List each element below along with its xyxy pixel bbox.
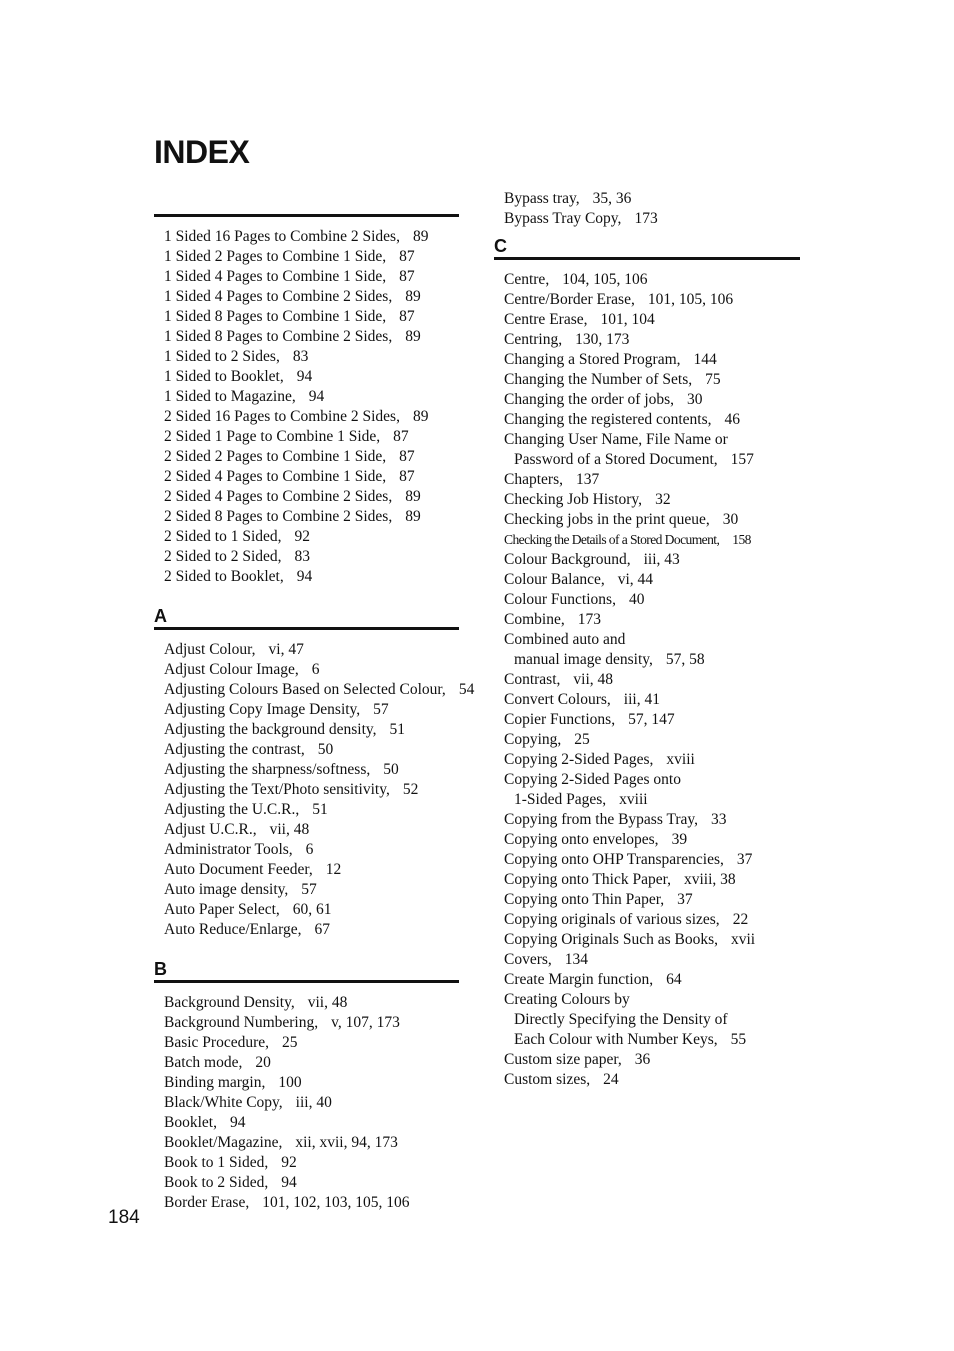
index-entry <box>164 407 459 427</box>
index-entry <box>504 1010 800 1030</box>
index-entry <box>504 910 800 930</box>
index-page-refs: 25 <box>282 1034 298 1051</box>
index-term: Centre, <box>504 271 550 288</box>
index-entry <box>164 1033 459 1053</box>
index-page-refs: 51 <box>312 801 328 818</box>
index-entry <box>504 670 800 690</box>
index-term: Contrast, <box>504 671 561 688</box>
index-entry <box>504 1030 800 1050</box>
index-term: Password of a Stored Document, <box>514 451 718 468</box>
index-term: Copying Originals Such as Books, <box>504 931 718 948</box>
index-term: 2 Sided to 1 Sided, <box>164 528 282 545</box>
index-page-refs: 50 <box>383 761 399 778</box>
index-page-refs: 60, 61 <box>292 901 332 918</box>
index-column-left <box>154 214 475 1213</box>
index-page-refs: 137 <box>575 471 600 488</box>
index-column-right <box>494 189 800 1090</box>
index-entry <box>164 347 459 367</box>
index-entry <box>164 720 459 740</box>
index-page-refs: 35, 36 <box>592 190 632 207</box>
index-term: Copying onto Thin Paper, <box>504 891 665 908</box>
index-term: Background Numbering, <box>164 1014 319 1031</box>
index-term: 2 Sided to 2 Sided, <box>164 548 282 565</box>
index-entry <box>164 1153 459 1173</box>
index-entry <box>164 1173 459 1193</box>
index-term: Border Erase, <box>164 1194 250 1211</box>
index-entry <box>504 330 800 350</box>
index-term: Adjust Colour Image, <box>164 661 299 678</box>
index-entry <box>504 770 800 790</box>
index-page-refs: 89 <box>405 328 421 345</box>
index-entry <box>504 730 800 750</box>
index-term: Combined auto and <box>504 631 626 648</box>
index-entry <box>164 1073 459 1093</box>
index-entry <box>164 1113 459 1133</box>
index-entry <box>164 740 459 760</box>
index-page-refs: 130, 173 <box>575 331 630 348</box>
index-page-refs: 87 <box>399 268 415 285</box>
index-term: Copying 2-Sided Pages, <box>504 751 654 768</box>
index-entry <box>164 467 459 487</box>
index-page-refs: 173 <box>577 611 601 628</box>
index-page-refs: v, 107, 173 <box>331 1014 400 1031</box>
index-page-refs: iii, 40 <box>295 1094 332 1111</box>
index-entry <box>504 870 800 890</box>
index-page-refs: 87 <box>399 448 415 465</box>
index-page-refs: 33 <box>711 811 727 828</box>
index-entry <box>504 690 800 710</box>
index-term: 1 Sided to Magazine, <box>164 388 296 405</box>
index-term: Basic Procedure, <box>164 1034 270 1051</box>
index-term: Adjust U.C.R., <box>164 821 257 838</box>
index-page-refs: 57 <box>301 881 317 898</box>
index-term: Centre Erase, <box>504 311 588 328</box>
index-entry <box>504 890 800 910</box>
index-term: 1-Sided Pages, <box>514 791 607 808</box>
index-term: Centring, <box>504 331 563 348</box>
index-page-refs: 94 <box>308 388 325 405</box>
index-page-refs: 89 <box>405 288 421 305</box>
index-page-refs: 101, 102, 103, 105, 106 <box>262 1194 410 1211</box>
index-term: Create Margin function, <box>504 971 654 988</box>
index-entry <box>164 327 459 347</box>
index-term: 2 Sided 4 Pages to Combine 2 Sides, <box>164 488 393 505</box>
index-entry <box>164 800 459 820</box>
index-entry <box>164 287 459 307</box>
index-entry <box>504 630 800 650</box>
index-page-refs: 144 <box>693 351 717 368</box>
index-page-refs: 25 <box>574 731 590 748</box>
index-page-refs: 57, 147 <box>628 711 675 728</box>
index-page-refs: 87 <box>399 468 415 485</box>
index-term: Auto Reduce/Enlarge, <box>164 921 302 938</box>
index-entry <box>164 307 459 327</box>
index-term: Binding margin, <box>164 1074 266 1091</box>
index-term: 2 Sided 1 Page to Combine 1 Side, <box>164 428 381 445</box>
index-term: 1 Sided 8 Pages to Combine 1 Side, <box>164 308 387 325</box>
index-page-refs: 51 <box>389 721 406 738</box>
index-page-refs: 75 <box>705 371 721 388</box>
index-entry <box>164 1093 459 1113</box>
index-page-refs: 6 <box>311 661 320 678</box>
index-entry <box>504 490 800 510</box>
index-page-refs: 20 <box>255 1054 271 1071</box>
index-term: Custom sizes, <box>504 1071 591 1088</box>
index-entry <box>164 427 459 447</box>
index-entry <box>504 410 800 430</box>
index-term: Adjusting the U.C.R., <box>164 801 300 818</box>
page-number: 184 <box>108 1207 140 1228</box>
index-term: Each Colour with Number Keys, <box>514 1031 718 1048</box>
index-entry <box>164 447 459 467</box>
index-term: Bypass Tray Copy, <box>504 210 622 227</box>
index-page-refs: 52 <box>402 781 419 798</box>
numeric-entries <box>154 217 459 587</box>
index-page-refs: vii, 48 <box>573 671 614 688</box>
index-term: Changing a Stored Program, <box>504 351 681 368</box>
index-term: Adjusting the background density, <box>164 721 377 738</box>
index-entry <box>164 227 459 247</box>
index-term: Booklet/Magazine, <box>164 1134 283 1151</box>
index-term: 2 Sided 16 Pages to Combine 2 Sides, <box>164 408 400 425</box>
index-entry <box>504 650 800 670</box>
index-entry <box>504 510 800 530</box>
index-page-refs: 40 <box>628 591 645 608</box>
index-page-refs: 94 <box>281 1174 297 1191</box>
index-entry <box>504 450 800 470</box>
index-entry <box>164 1013 459 1033</box>
index-term: Administrator Tools, <box>164 841 293 858</box>
index-page-refs: 100 <box>278 1074 302 1091</box>
index-term: 1 Sided 2 Pages to Combine 1 Side, <box>164 248 387 265</box>
index-entry <box>164 1133 459 1153</box>
index-page-refs: 94 <box>229 1114 246 1131</box>
index-page-refs: 6 <box>305 841 314 858</box>
index-page-refs: 12 <box>325 861 342 878</box>
index-term: Checking Job History, <box>504 491 643 508</box>
index-term: Changing the registered contents, <box>504 411 712 428</box>
index-term: Copying originals of various sizes, <box>504 911 720 928</box>
index-page-refs: vi, 44 <box>617 571 654 588</box>
page-title: INDEX <box>154 134 250 170</box>
index-page-refs: vi, 47 <box>268 641 304 658</box>
index-term: Adjust Colour, <box>164 641 256 658</box>
index-entry <box>504 270 800 290</box>
index-term: Checking jobs in the print queue, <box>504 511 710 528</box>
index-entry <box>164 507 459 527</box>
index-page-refs: 158 <box>732 532 751 547</box>
index-entry <box>164 1053 459 1073</box>
index-entry <box>504 990 800 1010</box>
index-term: Adjusting the contrast, <box>164 741 305 758</box>
index-term: Changing the Number of Sets, <box>504 371 693 388</box>
index-entry <box>504 550 800 570</box>
a-entries <box>154 630 475 940</box>
index-page-refs: 92 <box>294 528 311 545</box>
index-page-refs: 46 <box>724 411 740 428</box>
index-entry <box>164 820 459 840</box>
index-term: Auto Paper Select, <box>164 901 280 918</box>
index-term: 2 Sided to Booklet, <box>164 568 284 585</box>
index-entry <box>504 470 800 490</box>
index-entry <box>164 660 459 680</box>
index-term: Copying onto OHP Transparencies, <box>504 851 724 868</box>
index-entry <box>164 247 459 267</box>
index-page-refs: 101, 104 <box>600 311 655 328</box>
index-page-refs: xviii, 38 <box>684 871 736 888</box>
index-page-refs: 92 <box>281 1154 297 1171</box>
index-page-refs: xviii <box>619 791 648 808</box>
index-term: Convert Colours, <box>504 691 611 708</box>
index-entry <box>504 350 800 370</box>
index-term: Background Density, <box>164 994 295 1011</box>
index-entry <box>504 830 800 850</box>
index-entry <box>504 189 800 209</box>
index-page-refs: 83 <box>292 348 309 365</box>
index-entry <box>164 547 459 567</box>
index-page-refs: 57 <box>373 701 389 718</box>
index-page-refs: vii, 48 <box>307 994 348 1011</box>
index-entry <box>164 880 459 900</box>
index-term: 1 Sided 8 Pages to Combine 2 Sides, <box>164 328 393 345</box>
index-term: Book to 2 Sided, <box>164 1174 269 1191</box>
index-entry <box>164 487 459 507</box>
index-term: Batch mode, <box>164 1054 243 1071</box>
index-page-refs: 30 <box>687 391 703 408</box>
index-entry <box>504 970 800 990</box>
index-entry <box>164 680 475 700</box>
section-letter-a: A <box>154 606 167 626</box>
index-page-refs: 32 <box>655 491 671 508</box>
index-entry <box>164 367 459 387</box>
index-page-refs: 104, 105, 106 <box>562 271 648 288</box>
index-entry <box>504 1050 800 1070</box>
index-entry <box>504 710 800 730</box>
index-entry <box>504 1070 800 1090</box>
index-term: Auto image density, <box>164 881 289 898</box>
index-page-refs: 50 <box>317 741 334 758</box>
index-term: Copier Functions, <box>504 711 616 728</box>
index-page-refs: 39 <box>671 831 688 848</box>
index-term: Centre/Border Erase, <box>504 291 635 308</box>
index-page-refs: xvii <box>731 931 756 948</box>
index-page-refs: xviii <box>666 751 695 768</box>
index-entry <box>164 640 459 660</box>
index-entry <box>164 387 459 407</box>
index-term: 2 Sided 4 Pages to Combine 1 Side, <box>164 468 387 485</box>
index-page-refs: xii, xvii, 94, 173 <box>295 1134 398 1151</box>
index-entry <box>504 750 800 770</box>
index-page-refs: 57, 58 <box>665 651 705 668</box>
index-term: Changing the order of jobs, <box>504 391 675 408</box>
index-term: Chapters, <box>504 471 563 488</box>
index-term: Directly Specifying the Density of <box>514 1011 728 1028</box>
index-page-refs: 94 <box>296 368 313 385</box>
index-term: Colour Balance, <box>504 571 605 588</box>
index-term: Copying 2-Sided Pages onto <box>504 771 681 788</box>
index-entry <box>504 590 800 610</box>
index-entry <box>164 840 459 860</box>
index-term: Black/White Copy, <box>164 1094 283 1111</box>
index-term: Copying, <box>504 731 562 748</box>
index-page-refs: 36 <box>634 1051 651 1068</box>
index-page-refs: 87 <box>399 248 415 265</box>
b-continued-entries <box>494 189 800 229</box>
index-term: 1 Sided 4 Pages to Combine 1 Side, <box>164 268 387 285</box>
index-term: Copying onto Thick Paper, <box>504 871 671 888</box>
index-entry <box>504 290 800 310</box>
index-page-refs: 37 <box>677 891 693 908</box>
index-entry <box>164 920 459 940</box>
index-entry <box>164 567 459 587</box>
index-entry <box>504 430 800 450</box>
index-page-refs: 134 <box>564 951 589 968</box>
index-page-refs: vii, 48 <box>269 821 310 838</box>
index-page-refs: 54 <box>458 681 475 698</box>
index-term: Adjusting the sharpness/softness, <box>164 761 371 778</box>
section-letter-c: C <box>494 236 507 256</box>
index-term: Auto Document Feeder, <box>164 861 313 878</box>
index-term: 1 Sided to Booklet, <box>164 368 284 385</box>
index-term: 2 Sided 2 Pages to Combine 1 Side, <box>164 448 387 465</box>
index-entry <box>504 390 800 410</box>
index-term: Colour Background, <box>504 551 631 568</box>
index-page-refs: 67 <box>314 921 330 938</box>
index-term: Colour Functions, <box>504 591 616 608</box>
index-term: Copying from the Bypass Tray, <box>504 811 699 828</box>
index-page-refs: 94 <box>296 568 313 585</box>
c-entries <box>494 260 800 1090</box>
index-entry <box>504 930 800 950</box>
index-entry <box>504 530 800 550</box>
index-term: Copying onto envelopes, <box>504 831 659 848</box>
index-term: 1 Sided 16 Pages to Combine 2 Sides, <box>164 228 400 245</box>
index-term: 1 Sided 4 Pages to Combine 2 Sides, <box>164 288 393 305</box>
index-page-refs: 24 <box>603 1071 619 1088</box>
index-page-refs: 89 <box>412 408 429 425</box>
index-term: Adjusting Colours Based on Selected Colour, <box>164 681 446 698</box>
index-entry <box>504 950 800 970</box>
index-term: Custom size paper, <box>504 1051 622 1068</box>
index-entry <box>164 780 459 800</box>
index-entry <box>164 1193 459 1213</box>
index-page-refs: 87 <box>393 428 409 445</box>
index-page-refs: 64 <box>666 971 682 988</box>
index-entry <box>164 860 459 880</box>
index-entry <box>164 267 459 287</box>
index-term: Combine, <box>504 611 565 628</box>
index-entry <box>504 850 800 870</box>
index-page-refs: 22 <box>732 911 749 928</box>
index-entry <box>164 993 459 1013</box>
index-page-refs: 89 <box>405 488 421 505</box>
index-page-refs: iii, 43 <box>643 551 680 568</box>
index-entry <box>164 760 459 780</box>
b-entries <box>154 983 459 1213</box>
index-entry <box>504 310 800 330</box>
index-page-refs: 173 <box>634 210 658 227</box>
index-entry <box>504 610 800 630</box>
index-term: Book to 1 Sided, <box>164 1154 269 1171</box>
index-entry <box>164 700 459 720</box>
index-page-refs: 30 <box>722 511 739 528</box>
index-entry <box>504 810 800 830</box>
index-term: Changing User Name, File Name or <box>504 431 728 448</box>
index-entry <box>504 570 800 590</box>
index-page-refs: 157 <box>730 451 754 468</box>
index-entry <box>504 209 800 229</box>
index-page-refs: 89 <box>412 228 429 245</box>
index-term: Checking the Details of a Stored Document, <box>504 532 720 547</box>
index-page-refs: 101, 105, 106 <box>647 291 734 308</box>
index-term: Covers, <box>504 951 552 968</box>
index-term: manual image density, <box>514 651 653 668</box>
index-term: Booklet, <box>164 1114 217 1131</box>
index-entry <box>164 527 459 547</box>
index-entry <box>164 900 459 920</box>
index-term: 1 Sided to 2 Sides, <box>164 348 280 365</box>
index-term: Adjusting Copy Image Density, <box>164 701 361 718</box>
index-term: Bypass tray, <box>504 190 580 207</box>
index-term: Adjusting the Text/Photo sensitivity, <box>164 781 390 798</box>
index-page-refs: 37 <box>736 851 753 868</box>
index-entry <box>504 790 800 810</box>
index-term: Creating Colours by <box>504 991 630 1008</box>
index-page-refs: 55 <box>730 1031 747 1048</box>
index-page-refs: 89 <box>405 508 421 525</box>
index-page-refs: iii, 41 <box>623 691 660 708</box>
section-letter-b: B <box>154 959 167 979</box>
index-page-refs: 87 <box>399 308 415 325</box>
index-term: 2 Sided 8 Pages to Combine 2 Sides, <box>164 508 393 525</box>
index-entry <box>504 370 800 390</box>
index-page-refs: 83 <box>294 548 311 565</box>
